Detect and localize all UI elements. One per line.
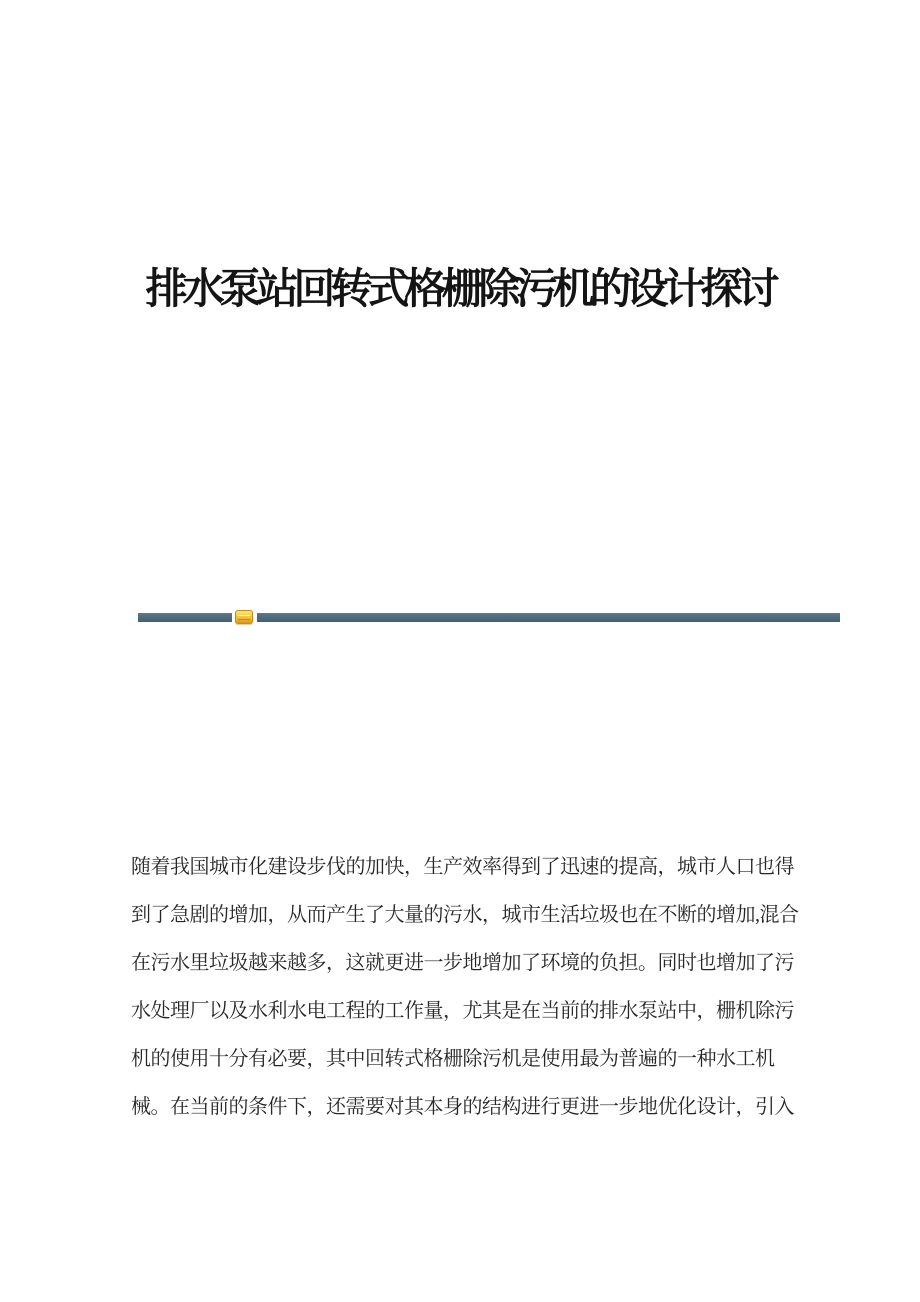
section-divider xyxy=(0,613,920,622)
divider-line-right xyxy=(257,613,840,622)
paragraph-line: 到了急剧的增加，从而产生了大量的污水，城市生活垃圾也在不断的增加,混合 xyxy=(131,904,799,926)
paragraph-line: 机的使用十分有必要，其中回转式格栅除污机是使用最为普遍的一种水工机 xyxy=(131,1048,775,1070)
envelope-icon xyxy=(235,610,253,624)
paragraph-line: 水处理厂以及水利水电工程的工作量，尤其是在当前的排水泵站中，栅机除污 xyxy=(131,1000,794,1022)
paragraph-line: 械。在当前的条件下，还需要对其本身的结构进行更进一步地优化设计，引入 xyxy=(131,1096,794,1118)
body-paragraph xyxy=(131,843,799,1131)
paragraph-line: 随着我国城市化建设步伐的加快，生产效率得到了迅速的提高，城市人口也得 xyxy=(131,856,794,878)
divider-line-left xyxy=(138,613,232,622)
document-title: 排水泵站回转式格栅除污机的设计探讨 xyxy=(145,267,775,313)
paragraph-line: 在污水里垃圾越来越多，这就更进一步地增加了环境的负担。同时也增加了污 xyxy=(131,952,794,974)
